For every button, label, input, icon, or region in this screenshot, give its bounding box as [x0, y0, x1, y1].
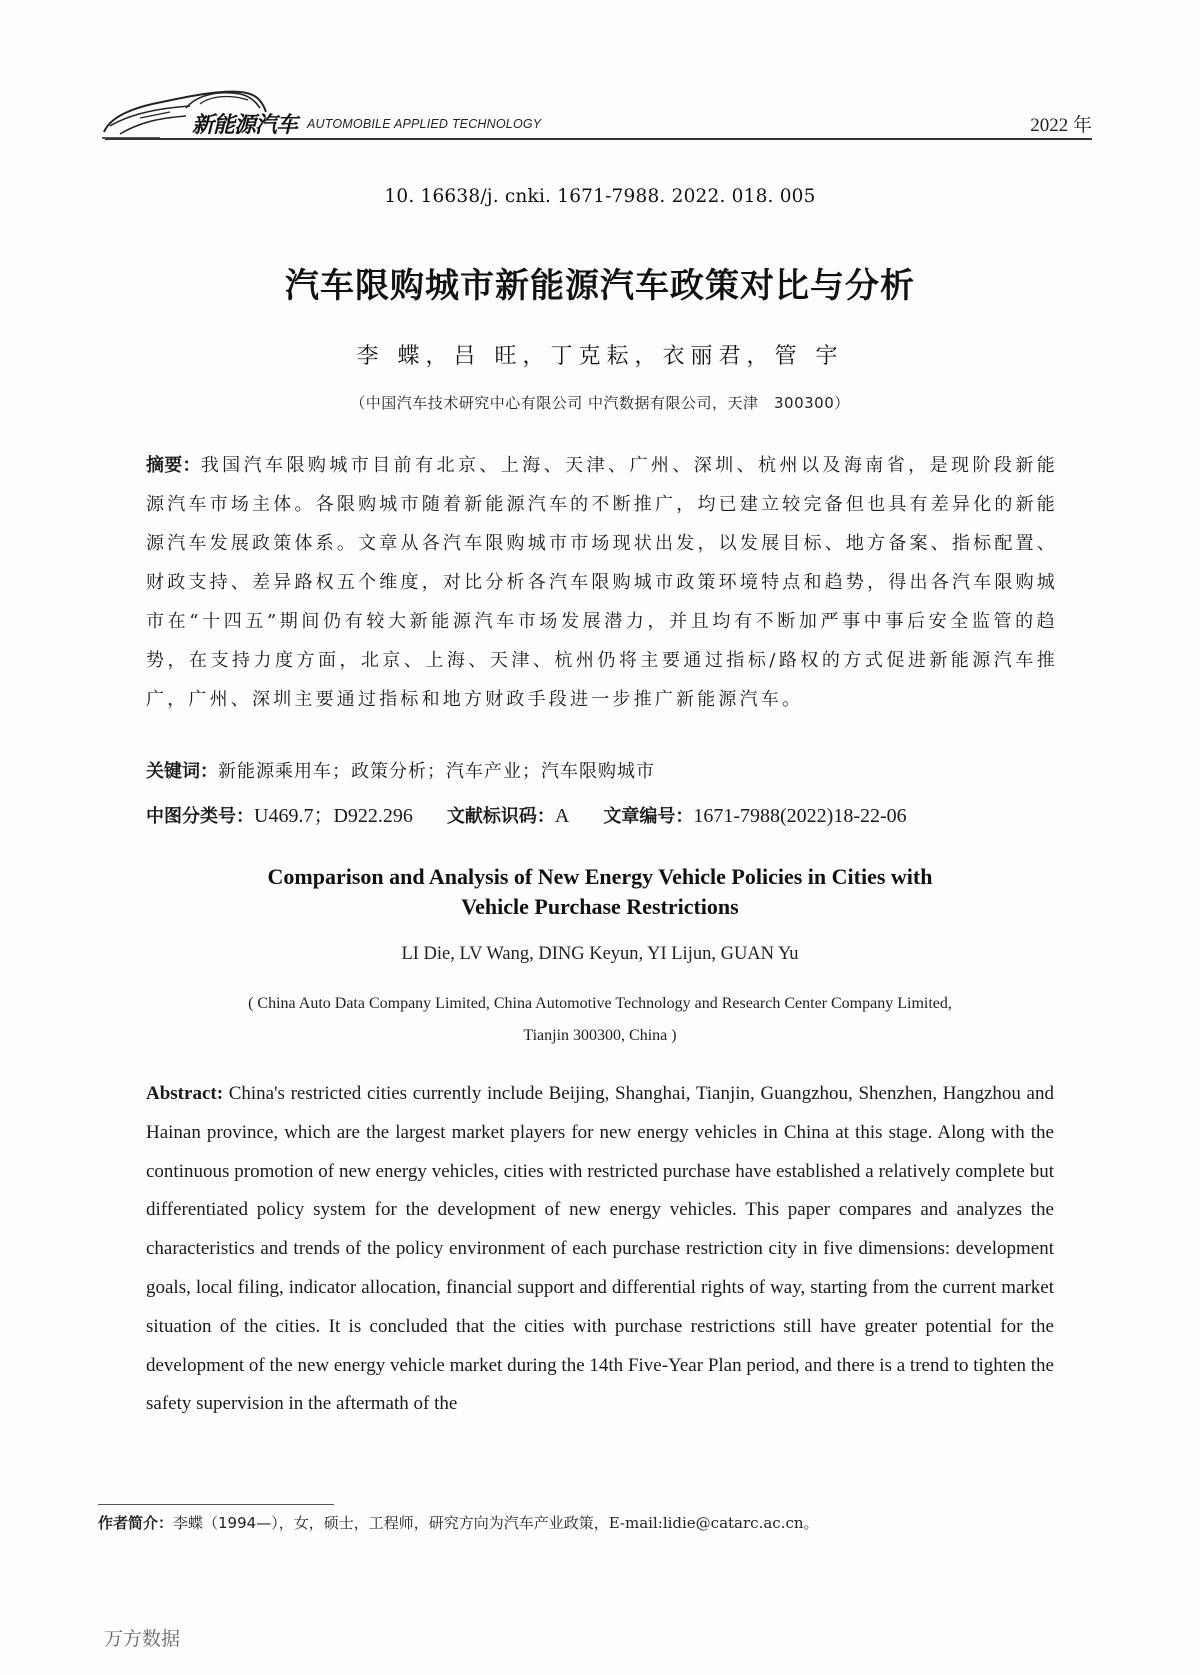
authors-cn: 李 蝶，吕 旺，丁克耘，衣丽君，管 宇	[356, 344, 844, 369]
classification-row	[146, 799, 907, 828]
abstract-cn-label: 摘要：	[146, 455, 201, 476]
footnote-divider	[98, 1504, 334, 1505]
header-divider	[105, 138, 1092, 140]
clc-label: 中图分类号：	[146, 806, 254, 827]
journal-logo-en: AUTOMOBILE APPLIED TECHNOLOGY	[307, 117, 542, 131]
keywords-cn	[146, 757, 655, 783]
abstract-en-text: China's restricted cities currently include Beijing, Shanghai, Tianjin, Guangzhou, Shenzhen, Hangzhou and Hainan province, which are the largest market players for new energy vehicles in China at this stage. Along with the continuous promotion of new energy vehicles, cities with restricted purchase have established a relatively complete but differentiated policy system for the development of new energy vehicles. This paper compares and analyzes the characteristics and trends of the policy environment of each purchase restriction city in five dimensions: development goals, local filing, indicator allocation, financial support and differential rights of way, starting from the current market situation of the cities. It is concluded that the cities with purchase restrictions still have greater potential for the development of the new energy vehicle market during the 14th Five-Year Plan period, and there is a trend to tighten the safety supervision in the aftermath of the	[146, 1083, 1054, 1415]
keywords-label: 关键词：	[146, 761, 218, 782]
abstract-en-label: Abstract:	[146, 1083, 224, 1104]
doc-code-label: 文献标识码：	[446, 806, 555, 827]
clc-value: U469.7；D922.296	[254, 805, 413, 827]
journal-logo-cn: 新能源汽车	[192, 113, 298, 138]
author-note	[98, 1512, 819, 1533]
author-email: E-mail:lidie@catarc.ac.cn。	[608, 1514, 819, 1532]
author-note-text: 李蝶（1994—），女，硕士，工程师，研究方向为汽车产业政策，	[173, 1514, 609, 1532]
abstract-en	[146, 1075, 1054, 1424]
affiliation-en-line1: ( China Auto Data Company Limited, China Automotive Technology and Research Center Company Limited,	[248, 995, 952, 1012]
article-no-value: 1671-7988(2022)18-22-06	[693, 805, 907, 827]
title-en-line1: Comparison and Analysis of New Energy Vehicle Policies in Cities with	[267, 864, 933, 889]
affiliation-en-line2: Tianjin 300300, China )	[523, 1027, 677, 1044]
affiliation-en	[0, 988, 1200, 1052]
title-cn: 汽车限购城市新能源汽车政策对比与分析	[285, 266, 915, 306]
author-note-label: 作者简介：	[98, 1514, 174, 1532]
title-en-line2: Vehicle Purchase Restrictions	[461, 894, 739, 919]
authors-en: LI Die, LV Wang, DING Keyun, YI Lijun, GUAN Yu	[401, 944, 799, 964]
doc-code-value: A	[554, 805, 570, 827]
doi: 10. 16638/j. cnki. 1671-7988. 2022. 018. 005	[384, 186, 816, 207]
watermark: 万方数据	[104, 1628, 181, 1650]
abstract-cn-text: 我国汽车限购城市目前有北京、上海、天津、广州、深圳、杭州以及海南省，是现阶段新能源汽车市场主体。各限购城市随着新能源汽车的不断推广，均已建立较完备但也具有差异化的新能源汽车发展政策体系。文章从各汽车限购城市市场现状出发，以发展目标、地方备案、指标配置、财政支持、差异路权五个维度，对比分析各汽车限购城市政策环境特点和趋势，得出各汽车限购城市在“十四五”期间仍有较大新能源汽车市场发展潜力，并且均有不断加严事中事后安全监管的趋势，在支持力度方面，北京、上海、天津、杭州仍将主要通过指标/路权的方式促进新能源汽车推广，广州、深圳主要通过指标和地方财政手段进一步推广新能源汽车。	[146, 455, 1059, 710]
article-no-label: 文章编号：	[603, 806, 694, 827]
journal-header	[100, 72, 1092, 142]
affiliation-cn: （中国汽车技术研究中心有限公司 中汽数据有限公司，天津 300300）	[350, 394, 850, 412]
title-en	[0, 862, 1200, 922]
abstract-cn	[146, 446, 1058, 719]
journal-year: 2022 年	[1030, 115, 1092, 136]
keywords-text: 新能源乘用车；政策分析；汽车产业；汽车限购城市	[218, 761, 655, 782]
